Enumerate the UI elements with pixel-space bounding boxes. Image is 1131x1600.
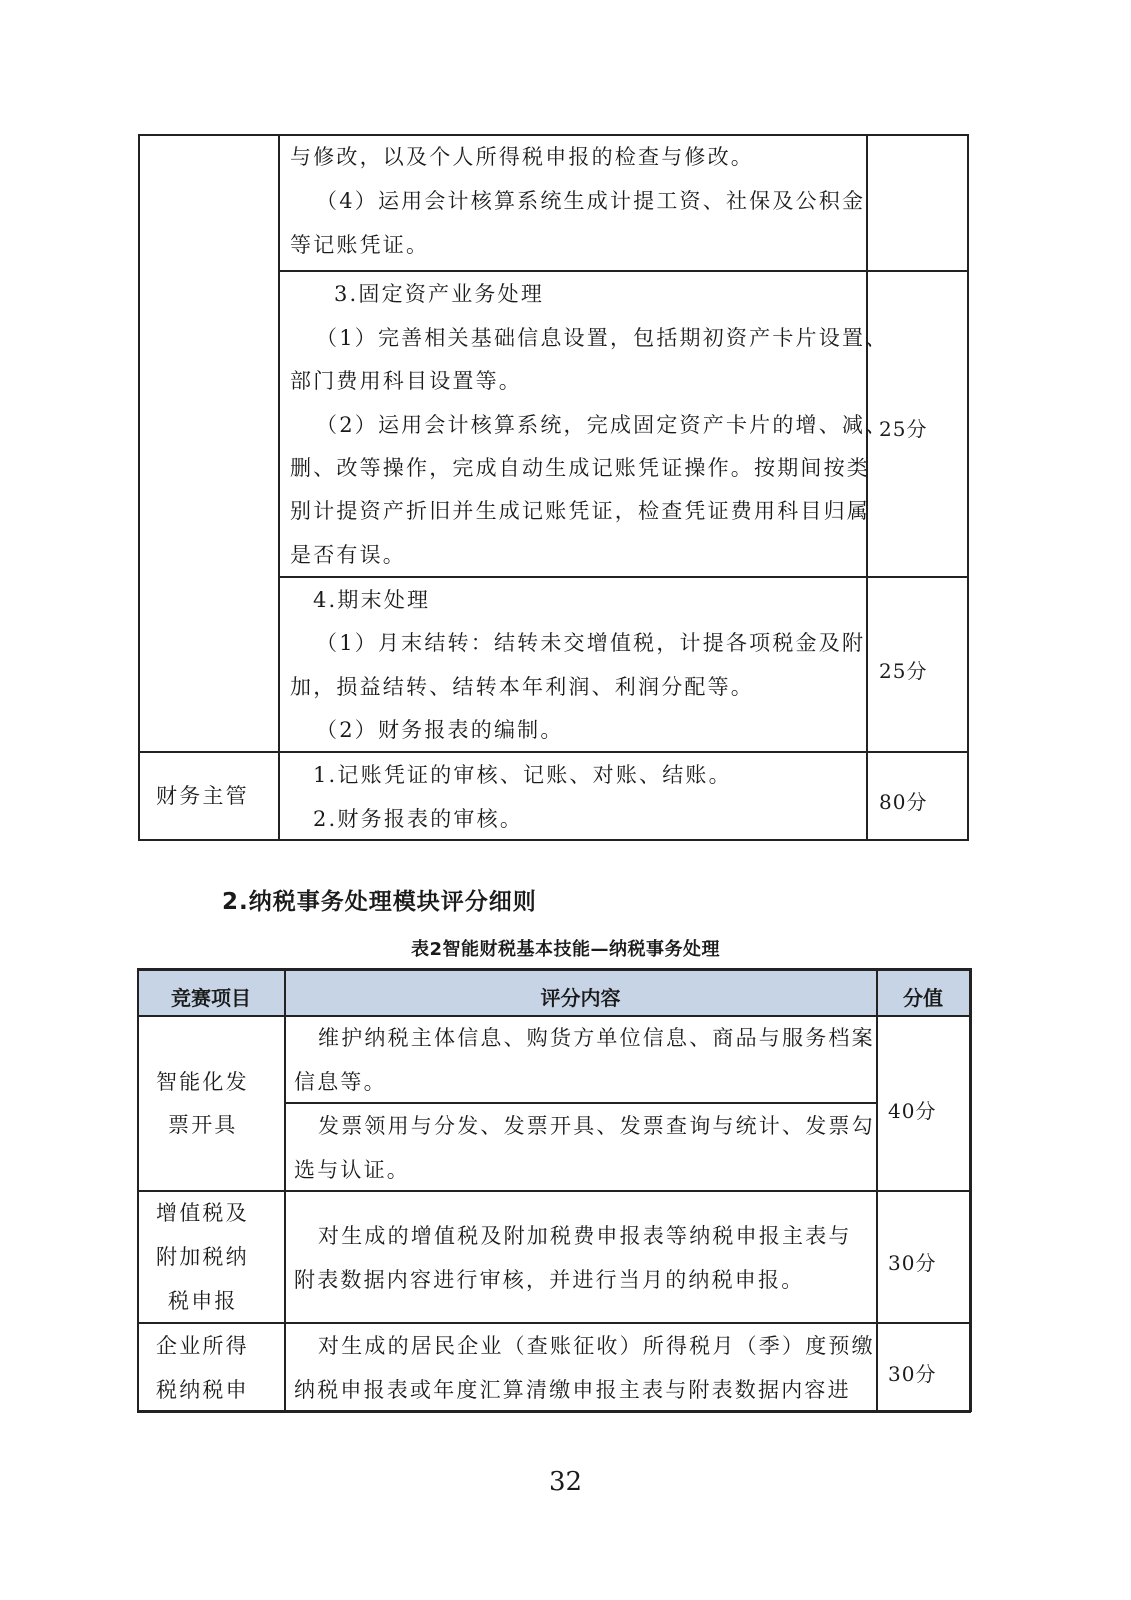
content-line: （1）月末结转：结转未交增值税，计提各项税金及附 <box>316 631 866 655</box>
content-line: （1）完善相关基础信息设置，包括期初资产卡片设置、 <box>316 326 889 350</box>
content-line: 维护纳税主体信息、购货方单位信息、商品与服务档案 <box>318 1026 875 1050</box>
score-value: 25分 <box>879 659 928 683</box>
project-name: 税申报 <box>168 1289 238 1313</box>
content-line: 信息等。 <box>294 1070 387 1094</box>
score-value: 30分 <box>888 1251 937 1275</box>
project-name: 税纳税申 <box>156 1378 249 1402</box>
page-number: 32 <box>548 1467 583 1497</box>
table-caption: 表2智能财税基本技能—纳税事务处理 <box>410 939 721 960</box>
column-header-score: 分值 <box>903 986 943 1010</box>
column-header-content: 评分内容 <box>540 986 621 1010</box>
content-line: 加，损益结转、结转本年利润、利润分配等。 <box>290 675 754 699</box>
project-name: 附加税纳 <box>156 1245 249 1269</box>
column-header-project: 竞赛项目 <box>171 986 251 1010</box>
content-line: 是否有误。 <box>290 543 406 567</box>
project-name: 财务主管 <box>156 784 249 808</box>
content-line: 等记账凭证。 <box>290 233 430 257</box>
content-line: 1.记账凭证的审核、记账、对账、结账。 <box>313 763 732 787</box>
score-value: 40分 <box>888 1099 937 1123</box>
score-value: 30分 <box>888 1362 937 1386</box>
score-value: 25分 <box>879 417 928 441</box>
project-name: 企业所得 <box>156 1334 249 1358</box>
content-line: （2）财务报表的编制。 <box>316 718 564 742</box>
content-line: 选与认证。 <box>294 1158 410 1182</box>
content-line: 4.期末处理 <box>313 588 431 612</box>
section-heading: 2.纳税事务处理模块评分细则 <box>222 889 537 915</box>
content-line: 发票领用与分发、发票开具、发票查询与统计、发票勾 <box>318 1114 875 1138</box>
content-line: 部门费用科目设置等。 <box>290 369 522 393</box>
content-line: （2）运用会计核算系统，完成固定资产卡片的增、减、 <box>316 413 889 437</box>
project-name: 票开具 <box>168 1113 238 1137</box>
content-line: 2.财务报表的审核。 <box>313 807 524 831</box>
content-line: 3.固定资产业务处理 <box>334 282 545 306</box>
project-name: 增值税及 <box>156 1201 249 1225</box>
content-line: 删、改等操作，完成自动生成记账凭证操作。按期间按类 <box>290 456 870 480</box>
score-value: 80分 <box>879 790 928 814</box>
content-line: 附表数据内容进行审核，并进行当月的纳税申报。 <box>294 1268 805 1292</box>
content-line: 对生成的增值税及附加税费申报表等纳税申报主表与 <box>318 1224 852 1248</box>
content-line: 对生成的居民企业（查账征收）所得税月（季）度预缴 <box>318 1334 875 1358</box>
content-line: （4）运用会计核算系统生成计提工资、社保及公积金 <box>316 189 866 213</box>
content-line: 别计提资产折旧并生成记账凭证，检查凭证费用科目归属 <box>290 499 870 523</box>
project-name: 智能化发 <box>156 1070 249 1094</box>
content-line: 与修改，以及个人所得税申报的检查与修改。 <box>290 145 754 169</box>
content-line: 纳税申报表或年度汇算清缴申报主表与附表数据内容进 <box>294 1378 851 1402</box>
